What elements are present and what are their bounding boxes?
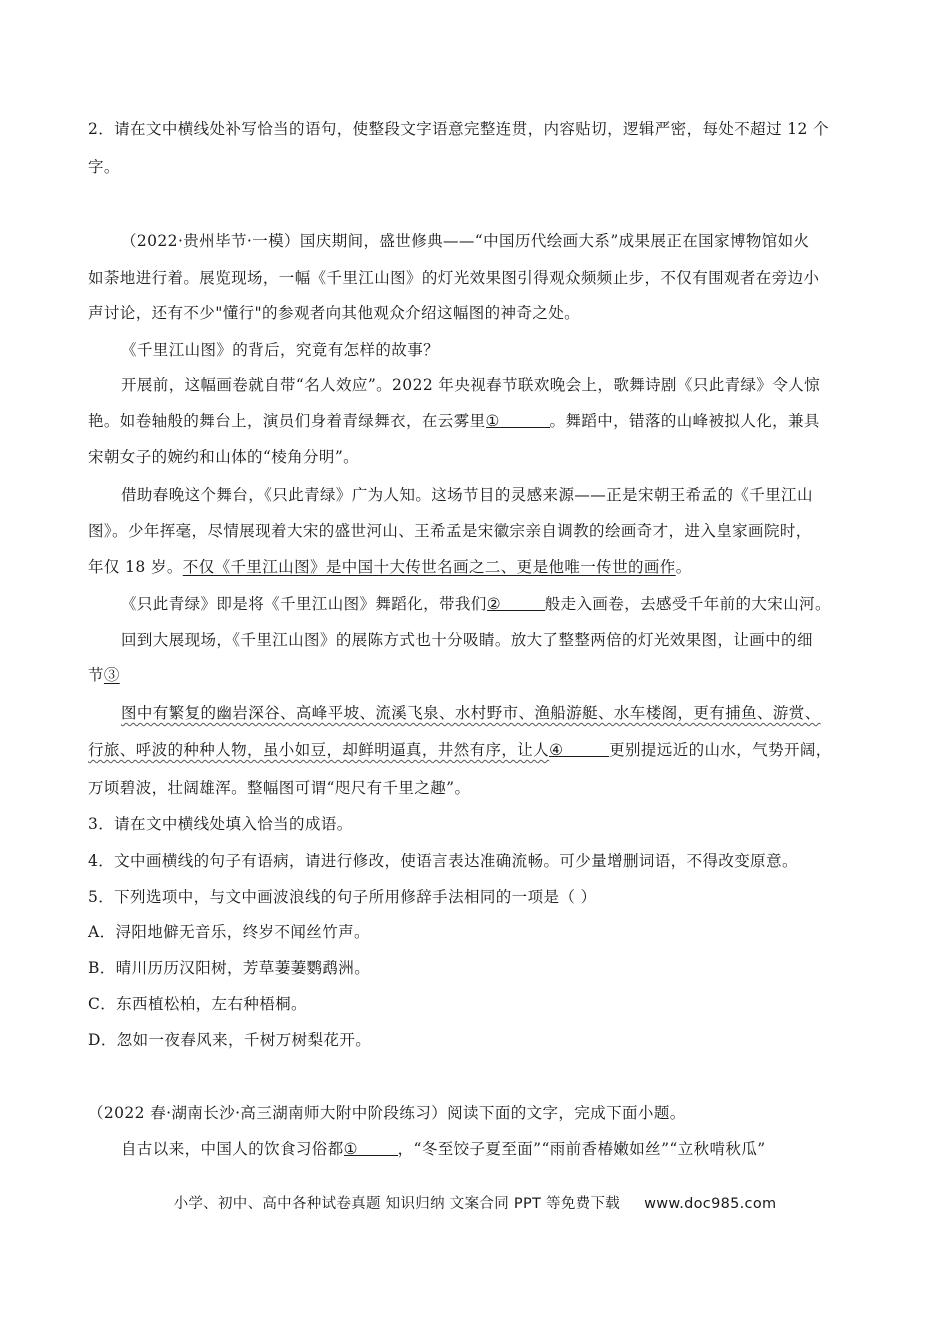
blank-marker-1: ① bbox=[343, 1140, 358, 1158]
option-d: D．忽如一夜春风来，千树万树梨花开。 bbox=[88, 1031, 372, 1049]
footer-site-link[interactable]: www.doc985.com bbox=[644, 1196, 777, 1212]
wavy-underlined-sentence: 行旅、呼波的种种人物，虽小如豆，却鲜明逼真，井然有序，让人 bbox=[88, 741, 550, 759]
text-segment: 。 bbox=[675, 558, 692, 576]
blank-2[interactable] bbox=[487, 593, 545, 611]
question-3: 3．请在文中横线处填入恰当的成语。 bbox=[88, 815, 353, 833]
text-segment: 自古以来，中国人的饮食习俗都 bbox=[121, 1140, 344, 1158]
passage2-blank-1[interactable] bbox=[344, 1138, 398, 1156]
passage1-para3-line1: 开展前，这幅画卷就自带“名人效应”。2022 年央视春节联欢晚会上，歌舞诗剧《只此青绿》令人惊 bbox=[121, 376, 821, 394]
text-segment: 《只此青绿》即是将《千里江山图》舞蹈化，带我们 bbox=[121, 595, 487, 613]
passage1-para4-line2: 图》。少年挥毫，尽情展现着大宋的盛世河山、王希孟是宋徽宗亲自调教的绘画奇才，进入皇家画院时， bbox=[88, 522, 812, 540]
blank-marker-4: ④ bbox=[549, 741, 564, 759]
blank-3[interactable] bbox=[104, 666, 120, 684]
blank-marker-1: ① bbox=[485, 412, 500, 430]
text-segment: 艳。如卷轴般的舞台上，演员们身着青绿舞衣，在云雾里 bbox=[88, 412, 486, 430]
blank-1[interactable] bbox=[486, 410, 550, 428]
passage2-intro: （2022 春·湖南长沙·高三湖南师大附中阶段练习）阅读下面的文字，完成下面小题。 bbox=[88, 1104, 686, 1122]
passage1-para5 bbox=[121, 593, 868, 615]
blank-marker-2: ② bbox=[486, 595, 501, 613]
passage1-para3-line2 bbox=[88, 410, 868, 432]
passage1-para7-line2 bbox=[88, 739, 868, 761]
passage1-para4-line3 bbox=[88, 556, 868, 578]
wavy-underlined-sentence: 图中有繁复的幽岩深谷、高峰平坡、流溪飞泉、水村野市、渔船游艇、水车楼阁，更有捕鱼、游赏、 bbox=[121, 704, 821, 722]
passage1-para1-line2: 如荼地进行着。展览现场，一幅《千里江山图》的灯光效果图引得观众频频止步，不仅有围观者在旁边小 bbox=[88, 269, 820, 287]
question-4: 4．文中画横线的句子有语病，请进行修改，使语言表达准确流畅。可少量增删词语，不得改变原意。 bbox=[88, 852, 798, 870]
passage1-para7-line3: 万顷碧波，壮阔雄浑。整幅图可谓“咫尺有千里之趣”。 bbox=[88, 779, 471, 797]
question-2-line-2: 字。 bbox=[88, 158, 120, 176]
question-5: 5．下列选项中，与文中画波浪线的句子所用修辞手法相同的一项是（ ） bbox=[88, 888, 597, 906]
passage1-para6-line2 bbox=[88, 664, 868, 686]
text-segment: 更别提远近的山水，气势开阔， bbox=[609, 741, 832, 759]
text-segment: ，“冬至饺子夏至面”“雨前香椿嫩如丝”“立秋啃秋瓜” bbox=[397, 1140, 766, 1158]
passage1-para4-line1: 借助春晚这个舞台，《只此青绿》广为人知。这场节目的灵感来源——正是宋朝王希孟的《千里江山 bbox=[121, 486, 813, 504]
passage1-para1-line1: （2022·贵州毕节·一模）国庆期间，盛世修典——“中国历代绘画大系”成果展正在国家博物馆如火 bbox=[121, 232, 810, 250]
option-a: A．浔阳地僻无音乐，终岁不闻丝竹声。 bbox=[88, 923, 370, 941]
passage2-para1-line1 bbox=[121, 1138, 868, 1160]
passage1-para2: 《千里江山图》的背后，究竟有怎样的故事？ bbox=[121, 341, 440, 359]
blank-4[interactable] bbox=[549, 739, 609, 757]
text-segment: 。舞蹈中，错落的山峰被拟人化，兼具 bbox=[549, 412, 820, 430]
passage1-para6-line1: 回到大展现场，《千里江山图》的展陈方式也十分吸睛。放大了整整两倍的灯光效果图，让画中的细 bbox=[121, 631, 813, 649]
passage1-para7-line1 bbox=[121, 702, 868, 724]
passage1-para3-line3: 宋朝女子的婉约和山体的“棱角分明”。 bbox=[88, 448, 360, 466]
option-b: B．晴川历历汉阳树，芳草萋萋鹦鹉洲。 bbox=[88, 959, 371, 977]
text-segment: 年仅 18 岁。 bbox=[88, 558, 183, 576]
question-2-line-1: 2．请在文中横线处补写恰当的语句，使整段文字语意完整连贯，内容贴切，逻辑严密，每处不超过 12 个 bbox=[88, 120, 830, 138]
footer-text: 小学、初中、高中各种试卷真题 知识归纳 文案合同 PPT 等免费下载 bbox=[173, 1196, 621, 1212]
underlined-sentence: 不仅《千里江山图》是中国十大传世名画之二、更是他唯一传世的画作 bbox=[182, 558, 676, 576]
option-c: C．东西植松柏，左右种梧桐。 bbox=[88, 995, 307, 1013]
page-footer bbox=[0, 1192, 950, 1213]
passage1-para1-line3: 声讨论，还有不少"懂行"的参观者向其他观众介绍这幅图的神奇之处。 bbox=[88, 304, 581, 322]
text-segment: 般走入画卷，去感受千年前的大宋山河。 bbox=[544, 595, 831, 613]
blank-marker-3: ③ bbox=[103, 666, 120, 684]
text-segment: 节 bbox=[88, 666, 104, 684]
